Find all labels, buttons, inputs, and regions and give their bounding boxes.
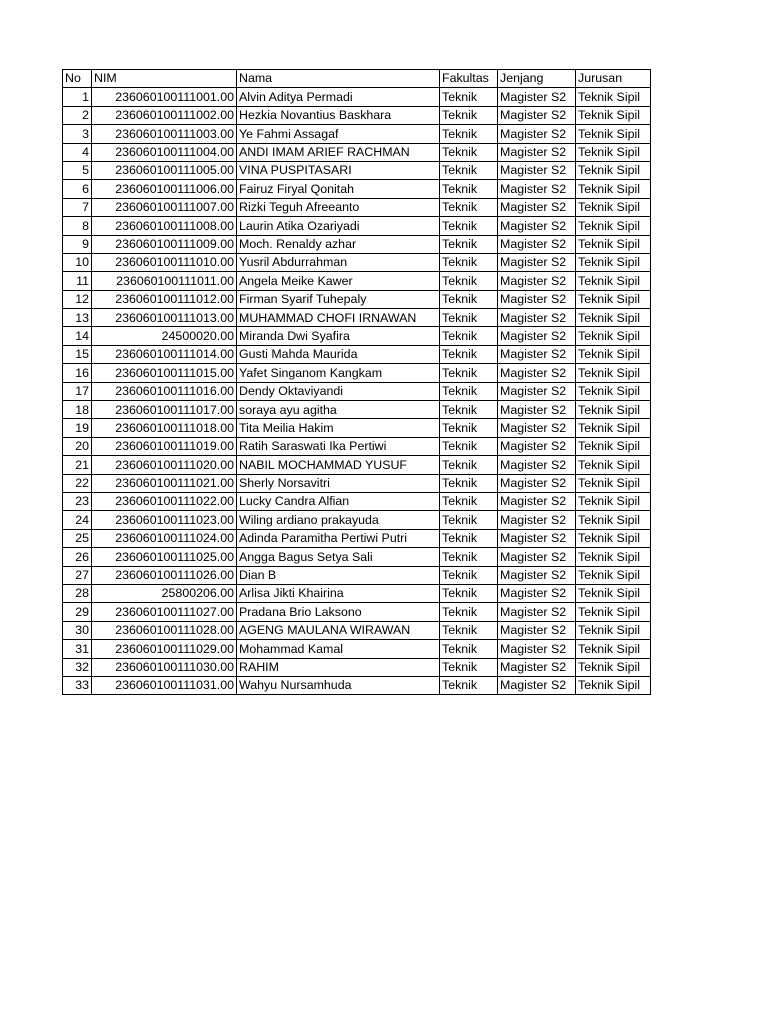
student-table	[62, 69, 651, 695]
cell-nama: Sherly Norsavitri	[237, 474, 440, 492]
cell-jurusan: Teknik Sipil	[576, 327, 651, 345]
cell-no: 20	[63, 437, 92, 455]
cell-nim: 236060100111013.00	[92, 309, 237, 327]
cell-nim: 236060100111003.00	[92, 125, 237, 143]
cell-no: 4	[63, 143, 92, 161]
cell-fakultas: Teknik	[440, 676, 498, 694]
cell-no: 11	[63, 272, 92, 290]
cell-fakultas: Teknik	[440, 401, 498, 419]
cell-nim: 236060100111005.00	[92, 161, 237, 179]
header-jurusan: Jurusan	[576, 70, 651, 88]
cell-no: 7	[63, 198, 92, 216]
cell-jenjang: Magister S2	[498, 529, 576, 547]
table-row	[63, 106, 651, 124]
table-row	[63, 198, 651, 216]
table-row	[63, 143, 651, 161]
cell-nama: Adinda Paramitha Pertiwi Putri	[237, 529, 440, 547]
table-row	[63, 161, 651, 179]
cell-no: 22	[63, 474, 92, 492]
cell-nim: 236060100111011.00	[92, 272, 237, 290]
cell-fakultas: Teknik	[440, 198, 498, 216]
cell-jenjang: Magister S2	[498, 272, 576, 290]
cell-jenjang: Magister S2	[498, 658, 576, 676]
cell-nim: 236060100111008.00	[92, 217, 237, 235]
cell-jenjang: Magister S2	[498, 253, 576, 271]
cell-nim: 236060100111014.00	[92, 345, 237, 363]
table-row	[63, 456, 651, 474]
cell-nama: Rizki Teguh Afreeanto	[237, 198, 440, 216]
cell-jurusan: Teknik Sipil	[576, 584, 651, 602]
cell-fakultas: Teknik	[440, 437, 498, 455]
cell-nama: Moch. Renaldy azhar	[237, 235, 440, 253]
cell-no: 30	[63, 621, 92, 639]
cell-no: 15	[63, 345, 92, 363]
table-row	[63, 125, 651, 143]
table-row	[63, 492, 651, 510]
cell-fakultas: Teknik	[440, 125, 498, 143]
cell-jenjang: Magister S2	[498, 584, 576, 602]
cell-nama: AGENG MAULANA WIRAWAN	[237, 621, 440, 639]
cell-fakultas: Teknik	[440, 253, 498, 271]
cell-nama: Lucky Candra Alfian	[237, 492, 440, 510]
cell-nim: 236060100111024.00	[92, 529, 237, 547]
cell-fakultas: Teknik	[440, 492, 498, 510]
cell-nim: 236060100111007.00	[92, 198, 237, 216]
cell-jenjang: Magister S2	[498, 382, 576, 400]
table-row	[63, 272, 651, 290]
cell-fakultas: Teknik	[440, 217, 498, 235]
cell-nim: 236060100111017.00	[92, 401, 237, 419]
cell-jurusan: Teknik Sipil	[576, 345, 651, 363]
header-no: No	[63, 70, 92, 88]
cell-jurusan: Teknik Sipil	[576, 511, 651, 529]
table-row	[63, 180, 651, 198]
cell-jurusan: Teknik Sipil	[576, 419, 651, 437]
table-row	[63, 584, 651, 602]
cell-nim: 236060100111001.00	[92, 88, 237, 106]
cell-jurusan: Teknik Sipil	[576, 529, 651, 547]
table-row	[63, 419, 651, 437]
table-row	[63, 290, 651, 308]
cell-jurusan: Teknik Sipil	[576, 382, 651, 400]
cell-jenjang: Magister S2	[498, 309, 576, 327]
cell-fakultas: Teknik	[440, 474, 498, 492]
table-row	[63, 474, 651, 492]
cell-jenjang: Magister S2	[498, 548, 576, 566]
cell-nim: 236060100111023.00	[92, 511, 237, 529]
cell-nama: Laurin Atika Ozariyadi	[237, 217, 440, 235]
cell-jenjang: Magister S2	[498, 327, 576, 345]
cell-jenjang: Magister S2	[498, 603, 576, 621]
table-row	[63, 217, 651, 235]
cell-nama: Ye Fahmi Assagaf	[237, 125, 440, 143]
cell-no: 27	[63, 566, 92, 584]
cell-fakultas: Teknik	[440, 272, 498, 290]
cell-fakultas: Teknik	[440, 511, 498, 529]
cell-nama: RAHIM	[237, 658, 440, 676]
cell-nama: Tita Meilia Hakim	[237, 419, 440, 437]
cell-nama: Angga Bagus Setya Sali	[237, 548, 440, 566]
cell-nim: 236060100111010.00	[92, 253, 237, 271]
cell-nim: 236060100111031.00	[92, 676, 237, 694]
cell-nim: 236060100111026.00	[92, 566, 237, 584]
header-jenjang: Jenjang	[498, 70, 576, 88]
table-row	[63, 529, 651, 547]
cell-fakultas: Teknik	[440, 161, 498, 179]
cell-no: 33	[63, 676, 92, 694]
cell-fakultas: Teknik	[440, 345, 498, 363]
cell-jurusan: Teknik Sipil	[576, 106, 651, 124]
cell-no: 32	[63, 658, 92, 676]
cell-no: 14	[63, 327, 92, 345]
cell-nim: 25800206.00	[92, 584, 237, 602]
cell-nim: 236060100111022.00	[92, 492, 237, 510]
cell-no: 12	[63, 290, 92, 308]
cell-nama: VINA PUSPITASARI	[237, 161, 440, 179]
cell-jurusan: Teknik Sipil	[576, 198, 651, 216]
cell-no: 21	[63, 456, 92, 474]
cell-jurusan: Teknik Sipil	[576, 658, 651, 676]
cell-no: 31	[63, 640, 92, 658]
table-row	[63, 382, 651, 400]
cell-jurusan: Teknik Sipil	[576, 161, 651, 179]
cell-nama: Dian B	[237, 566, 440, 584]
table-row	[63, 88, 651, 106]
cell-jenjang: Magister S2	[498, 566, 576, 584]
table-row	[63, 327, 651, 345]
cell-nama: soraya ayu agitha	[237, 401, 440, 419]
cell-no: 1	[63, 88, 92, 106]
cell-jurusan: Teknik Sipil	[576, 456, 651, 474]
table-row	[63, 364, 651, 382]
cell-nim: 236060100111004.00	[92, 143, 237, 161]
cell-jenjang: Magister S2	[498, 161, 576, 179]
cell-no: 9	[63, 235, 92, 253]
cell-jenjang: Magister S2	[498, 198, 576, 216]
cell-fakultas: Teknik	[440, 640, 498, 658]
cell-fakultas: Teknik	[440, 180, 498, 198]
cell-jenjang: Magister S2	[498, 106, 576, 124]
cell-jurusan: Teknik Sipil	[576, 437, 651, 455]
cell-fakultas: Teknik	[440, 548, 498, 566]
cell-nim: 236060100111006.00	[92, 180, 237, 198]
cell-nama: ANDI IMAM ARIEF RACHMAN	[237, 143, 440, 161]
table-row	[63, 235, 651, 253]
cell-jenjang: Magister S2	[498, 180, 576, 198]
cell-nim: 236060100111027.00	[92, 603, 237, 621]
cell-nama: Arlisa Jikti Khairina	[237, 584, 440, 602]
cell-jurusan: Teknik Sipil	[576, 309, 651, 327]
header-nim: NIM	[92, 70, 237, 88]
cell-jurusan: Teknik Sipil	[576, 492, 651, 510]
cell-no: 8	[63, 217, 92, 235]
cell-no: 3	[63, 125, 92, 143]
cell-jurusan: Teknik Sipil	[576, 253, 651, 271]
cell-nim: 236060100111028.00	[92, 621, 237, 639]
table-row	[63, 640, 651, 658]
cell-nama: Yafet Singanom Kangkam	[237, 364, 440, 382]
cell-fakultas: Teknik	[440, 658, 498, 676]
cell-jenjang: Magister S2	[498, 235, 576, 253]
cell-no: 17	[63, 382, 92, 400]
cell-nama: Wiling ardiano prakayuda	[237, 511, 440, 529]
cell-no: 2	[63, 106, 92, 124]
header-fakultas: Fakultas	[440, 70, 498, 88]
cell-jenjang: Magister S2	[498, 217, 576, 235]
cell-jenjang: Magister S2	[498, 640, 576, 658]
cell-jenjang: Magister S2	[498, 621, 576, 639]
cell-nama: Fairuz Firyal Qonitah	[237, 180, 440, 198]
cell-fakultas: Teknik	[440, 290, 498, 308]
cell-no: 18	[63, 401, 92, 419]
cell-jurusan: Teknik Sipil	[576, 143, 651, 161]
cell-nim: 236060100111016.00	[92, 382, 237, 400]
cell-fakultas: Teknik	[440, 529, 498, 547]
cell-jenjang: Magister S2	[498, 401, 576, 419]
cell-nim: 236060100111015.00	[92, 364, 237, 382]
cell-jenjang: Magister S2	[498, 676, 576, 694]
cell-jurusan: Teknik Sipil	[576, 640, 651, 658]
table-row	[63, 566, 651, 584]
cell-fakultas: Teknik	[440, 584, 498, 602]
cell-jurusan: Teknik Sipil	[576, 548, 651, 566]
table-row	[63, 437, 651, 455]
cell-no: 6	[63, 180, 92, 198]
cell-fakultas: Teknik	[440, 603, 498, 621]
cell-jenjang: Magister S2	[498, 345, 576, 363]
cell-nim: 236060100111025.00	[92, 548, 237, 566]
cell-nama: Wahyu Nursamhuda	[237, 676, 440, 694]
cell-nama: Ratih Saraswati Ika Pertiwi	[237, 437, 440, 455]
cell-jenjang: Magister S2	[498, 125, 576, 143]
cell-fakultas: Teknik	[440, 419, 498, 437]
cell-jurusan: Teknik Sipil	[576, 125, 651, 143]
cell-nama: Angela Meike Kawer	[237, 272, 440, 290]
cell-jenjang: Magister S2	[498, 88, 576, 106]
cell-jurusan: Teknik Sipil	[576, 217, 651, 235]
cell-nim: 236060100111018.00	[92, 419, 237, 437]
cell-nama: Gusti Mahda Maurida	[237, 345, 440, 363]
cell-jenjang: Magister S2	[498, 437, 576, 455]
cell-jurusan: Teknik Sipil	[576, 364, 651, 382]
cell-no: 28	[63, 584, 92, 602]
cell-nama: Alvin Aditya Permadi	[237, 88, 440, 106]
cell-fakultas: Teknik	[440, 235, 498, 253]
cell-jenjang: Magister S2	[498, 290, 576, 308]
header-row	[63, 70, 651, 88]
cell-nama: NABIL MOCHAMMAD YUSUF	[237, 456, 440, 474]
cell-jurusan: Teknik Sipil	[576, 676, 651, 694]
cell-nim: 236060100111021.00	[92, 474, 237, 492]
cell-jenjang: Magister S2	[498, 474, 576, 492]
cell-nama: Mohammad Kamal	[237, 640, 440, 658]
cell-no: 5	[63, 161, 92, 179]
cell-jurusan: Teknik Sipil	[576, 401, 651, 419]
cell-nama: Hezkia Novantius Baskhara	[237, 106, 440, 124]
cell-fakultas: Teknik	[440, 88, 498, 106]
cell-nama: Miranda Dwi Syafira	[237, 327, 440, 345]
table-row	[63, 253, 651, 271]
cell-jenjang: Magister S2	[498, 143, 576, 161]
cell-no: 24	[63, 511, 92, 529]
cell-jenjang: Magister S2	[498, 419, 576, 437]
cell-nim: 236060100111030.00	[92, 658, 237, 676]
cell-no: 19	[63, 419, 92, 437]
table-row	[63, 345, 651, 363]
cell-jurusan: Teknik Sipil	[576, 290, 651, 308]
cell-jenjang: Magister S2	[498, 364, 576, 382]
table-row	[63, 309, 651, 327]
cell-fakultas: Teknik	[440, 382, 498, 400]
cell-jurusan: Teknik Sipil	[576, 272, 651, 290]
cell-jurusan: Teknik Sipil	[576, 180, 651, 198]
cell-fakultas: Teknik	[440, 327, 498, 345]
cell-nim: 236060100111009.00	[92, 235, 237, 253]
cell-no: 13	[63, 309, 92, 327]
cell-fakultas: Teknik	[440, 309, 498, 327]
table-row	[63, 511, 651, 529]
cell-fakultas: Teknik	[440, 566, 498, 584]
cell-nama: Pradana Brio Laksono	[237, 603, 440, 621]
cell-nama: Firman Syarif Tuhepaly	[237, 290, 440, 308]
cell-nim: 24500020.00	[92, 327, 237, 345]
cell-no: 26	[63, 548, 92, 566]
cell-jurusan: Teknik Sipil	[576, 474, 651, 492]
table-row	[63, 548, 651, 566]
cell-no: 10	[63, 253, 92, 271]
cell-fakultas: Teknik	[440, 621, 498, 639]
cell-nim: 236060100111019.00	[92, 437, 237, 455]
cell-nim: 236060100111029.00	[92, 640, 237, 658]
cell-fakultas: Teknik	[440, 106, 498, 124]
cell-fakultas: Teknik	[440, 143, 498, 161]
cell-no: 23	[63, 492, 92, 510]
cell-jurusan: Teknik Sipil	[576, 566, 651, 584]
cell-no: 25	[63, 529, 92, 547]
header-nama: Nama	[237, 70, 440, 88]
cell-fakultas: Teknik	[440, 456, 498, 474]
table-row	[63, 603, 651, 621]
cell-no: 16	[63, 364, 92, 382]
cell-nama: Yusril Abdurrahman	[237, 253, 440, 271]
cell-nim: 236060100111002.00	[92, 106, 237, 124]
cell-jurusan: Teknik Sipil	[576, 603, 651, 621]
cell-jenjang: Magister S2	[498, 511, 576, 529]
cell-fakultas: Teknik	[440, 364, 498, 382]
cell-nim: 236060100111020.00	[92, 456, 237, 474]
cell-jurusan: Teknik Sipil	[576, 235, 651, 253]
cell-nim: 236060100111012.00	[92, 290, 237, 308]
table-row	[63, 401, 651, 419]
cell-jurusan: Teknik Sipil	[576, 88, 651, 106]
cell-jurusan: Teknik Sipil	[576, 621, 651, 639]
cell-nama: MUHAMMAD CHOFI IRNAWAN	[237, 309, 440, 327]
table-row	[63, 658, 651, 676]
cell-nama: Dendy Oktaviyandi	[237, 382, 440, 400]
cell-jenjang: Magister S2	[498, 492, 576, 510]
table-row	[63, 621, 651, 639]
cell-no: 29	[63, 603, 92, 621]
table-row	[63, 676, 651, 694]
cell-jenjang: Magister S2	[498, 456, 576, 474]
